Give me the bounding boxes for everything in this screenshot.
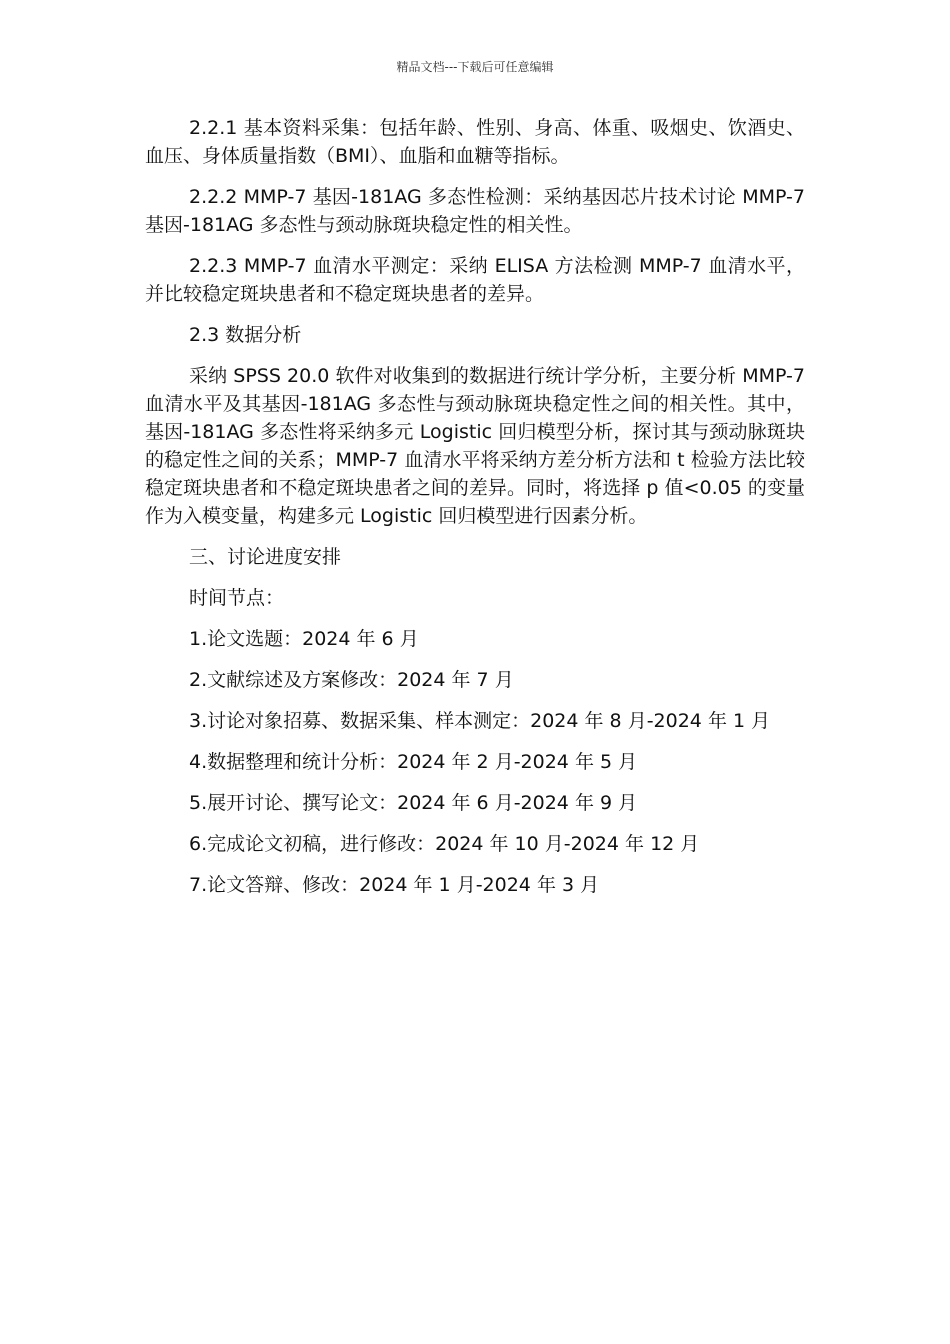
paragraph-basic-data: 2.2.1 基本资料采集：包括年龄、性别、身高、体重、吸烟史、饮酒史、血压、身体质量指数（BMI）、血脂和血糖等指标。 bbox=[145, 117, 805, 167]
page-header: 精品文档---下载后可任意编辑 bbox=[396, 60, 554, 74]
schedule-item: 3.讨论对象招募、数据采集、样本测定：2024 年 8 月-2024 年 1 月 bbox=[189, 710, 771, 732]
paragraph-analysis-method: 采纳 SPSS 20.0 软件对收集到的数据进行统计学分析，主要分析 MMP-7 血清水平及其基因-181AG 多态性与颈动脉斑块稳定性之间的相关性。其中，基因-181AG 多态性将采纳多元 Logistic 回归模型分析，探讨其与颈动脉斑块的稳定性之间的关系；MMP-7 血清水平将采纳方差分析方法和 t 检验方法比较稳定斑块患者和不稳定斑块患者之间的差异。同时，将选择 p 值<0.05 的变量作为入模变量，构建多元 Logistic 回归模型进行因素分析。 bbox=[145, 365, 805, 527]
section-heading-schedule: 三、讨论进度安排 bbox=[189, 546, 342, 568]
schedule-item: 1.论文选题：2024 年 6 月 bbox=[189, 628, 419, 650]
schedule-intro: 时间节点： bbox=[189, 587, 285, 609]
paragraph-polymorphism-test: 2.2.2 MMP-7 基因-181AG 多态性检测：采纳基因芯片技术讨论 MMP-7 基因-181AG 多态性与颈动脉斑块稳定性的相关性。 bbox=[145, 186, 805, 236]
schedule-item: 2.文献综述及方案修改：2024 年 7 月 bbox=[189, 669, 514, 691]
schedule-item: 7.论文答辩、修改：2024 年 1 月-2024 年 3 月 bbox=[189, 874, 600, 896]
paragraph-serum-level: 2.2.3 MMP-7 血清水平测定：采纳 ELISA 方法检测 MMP-7 血清水平，并比较稳定斑块患者和不稳定斑块患者的差异。 bbox=[145, 255, 805, 305]
schedule-item: 5.展开讨论、撰写论文：2024 年 6 月-2024 年 9 月 bbox=[189, 792, 638, 814]
section-heading-data-analysis: 2.3 数据分析 bbox=[189, 324, 302, 346]
schedule-item: 4.数据整理和统计分析：2024 年 2 月-2024 年 5 月 bbox=[189, 751, 638, 773]
schedule-item: 6.完成论文初稿，进行修改：2024 年 10 月-2024 年 12 月 bbox=[189, 833, 700, 855]
document-body bbox=[145, 114, 805, 912]
